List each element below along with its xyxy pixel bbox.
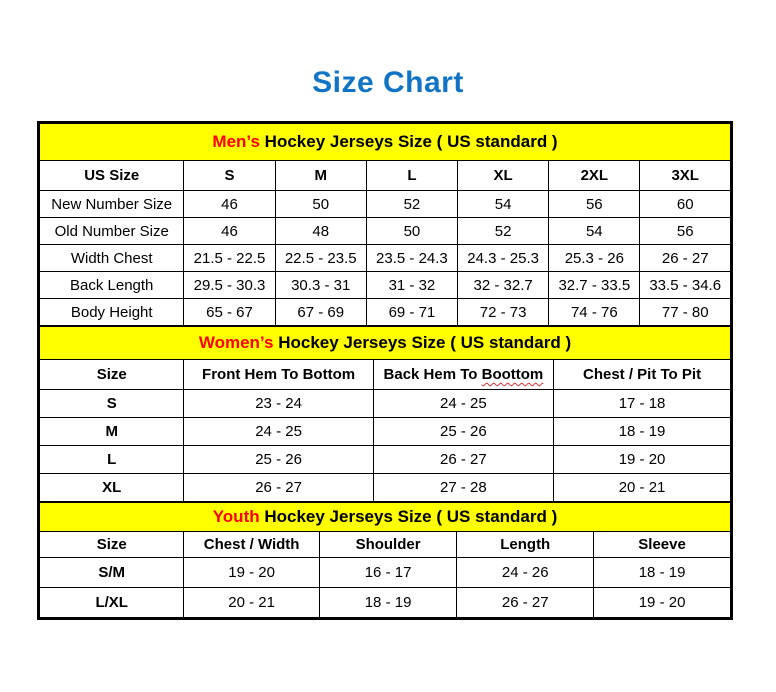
youth-section-title-highlight: Youth [212, 507, 260, 526]
womens-column-header: Front Hem To Bottom [184, 360, 373, 390]
womens-column-header: Size [40, 360, 184, 390]
youth-section-band [40, 503, 731, 532]
mens-cell-value: 52 [366, 191, 457, 218]
mens-cell-value: 52 [458, 218, 549, 245]
womens-cell-value: 19 - 20 [554, 446, 731, 474]
mens-row-label: Body Height [40, 299, 184, 326]
mens-cell-value: 67 - 69 [275, 299, 366, 326]
mens-size-table [39, 123, 731, 326]
youth-header-row [40, 532, 731, 558]
youth-size-table [39, 502, 731, 618]
mens-table-row [40, 245, 731, 272]
mens-cell-value: 32 - 32.7 [458, 272, 549, 299]
mens-table-row [40, 218, 731, 245]
mens-cell-value: 56 [549, 191, 640, 218]
womens-section-title-highlight: Women’s [198, 333, 274, 352]
youth-column-header: Size [40, 532, 184, 558]
womens-cell-value: 24 - 25 [184, 418, 373, 446]
womens-cell-value: 27 - 28 [373, 474, 553, 502]
mens-cell-value: 50 [275, 191, 366, 218]
womens-row-label: L [40, 446, 184, 474]
mens-cell-value: 72 - 73 [458, 299, 549, 326]
mens-cell-value: 26 - 27 [640, 245, 731, 272]
mens-cell-value: 56 [640, 218, 731, 245]
womens-size-table [39, 326, 731, 502]
mens-cell-value: 48 [275, 218, 366, 245]
mens-cell-value: 77 - 80 [640, 299, 731, 326]
youth-section-title-text: Hockey Jerseys Size ( US standard ) [259, 507, 558, 526]
mens-table-row [40, 299, 731, 326]
womens-row-label: M [40, 418, 184, 446]
womens-header-row [40, 360, 731, 390]
youth-cell-value: 18 - 19 [594, 558, 731, 588]
womens-row-label: S [40, 390, 184, 418]
womens-row-label: XL [40, 474, 184, 502]
womens-table-row [40, 418, 731, 446]
womens-cell-value: 18 - 19 [554, 418, 731, 446]
youth-section-title [40, 503, 731, 532]
womens-cell-value: 25 - 26 [373, 418, 553, 446]
womens-column-header-text: Back Hem To [383, 366, 482, 383]
mens-cell-value: 54 [458, 191, 549, 218]
youth-cell-value: 18 - 19 [319, 588, 457, 618]
youth-column-header: Sleeve [594, 532, 731, 558]
mens-cell-value: 29.5 - 30.3 [184, 272, 275, 299]
youth-cell-value: 19 - 20 [594, 588, 731, 618]
mens-row-label: Back Length [40, 272, 184, 299]
youth-cell-value: 19 - 20 [184, 558, 319, 588]
youth-column-header: Chest / Width [184, 532, 319, 558]
womens-cell-value: 25 - 26 [184, 446, 373, 474]
youth-cell-value: 24 - 26 [457, 558, 594, 588]
mens-cell-value: 22.5 - 23.5 [275, 245, 366, 272]
mens-cell-value: 65 - 67 [184, 299, 275, 326]
mens-cell-value: 25.3 - 26 [549, 245, 640, 272]
youth-row-label: S/M [40, 558, 184, 588]
youth-row-label: L/XL [40, 588, 184, 618]
mens-row-label: New Number Size [40, 191, 184, 218]
mens-cell-value: 23.5 - 24.3 [366, 245, 457, 272]
womens-cell-value: 17 - 18 [554, 390, 731, 418]
youth-column-header: Shoulder [319, 532, 457, 558]
womens-cell-value: 23 - 24 [184, 390, 373, 418]
mens-cell-value: 54 [549, 218, 640, 245]
mens-cell-value: 21.5 - 22.5 [184, 245, 275, 272]
womens-table-row [40, 390, 731, 418]
youth-cell-value: 20 - 21 [184, 588, 319, 618]
youth-cell-value: 26 - 27 [457, 588, 594, 618]
womens-cell-value: 26 - 27 [184, 474, 373, 502]
size-chart-tables [37, 121, 733, 620]
mens-section-band [40, 124, 731, 161]
mens-section-title-highlight: Men’s [212, 132, 260, 151]
womens-cell-value: 20 - 21 [554, 474, 731, 502]
misspelled-word-squiggle: Boottom [481, 366, 544, 383]
mens-column-header: L [366, 161, 457, 191]
mens-header-row [40, 161, 731, 191]
womens-cell-value: 26 - 27 [373, 446, 553, 474]
mens-cell-value: 24.3 - 25.3 [458, 245, 549, 272]
mens-cell-value: 60 [640, 191, 731, 218]
mens-cell-value: 50 [366, 218, 457, 245]
mens-row-label: Old Number Size [40, 218, 184, 245]
mens-cell-value: 30.3 - 31 [275, 272, 366, 299]
youth-table-row [40, 558, 731, 588]
mens-cell-value: 31 - 32 [366, 272, 457, 299]
mens-row-label: Width Chest [40, 245, 184, 272]
mens-cell-value: 74 - 76 [549, 299, 640, 326]
youth-cell-value: 16 - 17 [319, 558, 457, 588]
mens-cell-value: 46 [184, 218, 275, 245]
womens-section-title-text: Hockey Jerseys Size ( US standard ) [273, 333, 572, 352]
mens-section-title [40, 124, 731, 161]
womens-section-title [40, 327, 731, 360]
page-title: Size Chart [312, 66, 464, 99]
mens-cell-value: 32.7 - 33.5 [549, 272, 640, 299]
mens-section-title-text: Hockey Jerseys Size ( US standard ) [259, 132, 558, 151]
mens-column-header: S [184, 161, 275, 191]
womens-column-header: Chest / Pit To Pit [554, 360, 731, 390]
mens-column-header: XL [458, 161, 549, 191]
womens-table-row [40, 446, 731, 474]
mens-cell-value: 33.5 - 34.6 [640, 272, 731, 299]
mens-column-header: US Size [40, 161, 184, 191]
youth-column-header: Length [457, 532, 594, 558]
youth-table-row [40, 588, 731, 618]
womens-section-band [40, 327, 731, 360]
mens-table-row [40, 272, 731, 299]
womens-cell-value: 24 - 25 [373, 390, 553, 418]
mens-column-header: M [275, 161, 366, 191]
mens-cell-value: 69 - 71 [366, 299, 457, 326]
womens-table-row [40, 474, 731, 502]
mens-cell-value: 46 [184, 191, 275, 218]
mens-column-header: 3XL [640, 161, 731, 191]
womens-column-header [373, 360, 553, 390]
mens-column-header: 2XL [549, 161, 640, 191]
mens-table-row [40, 191, 731, 218]
